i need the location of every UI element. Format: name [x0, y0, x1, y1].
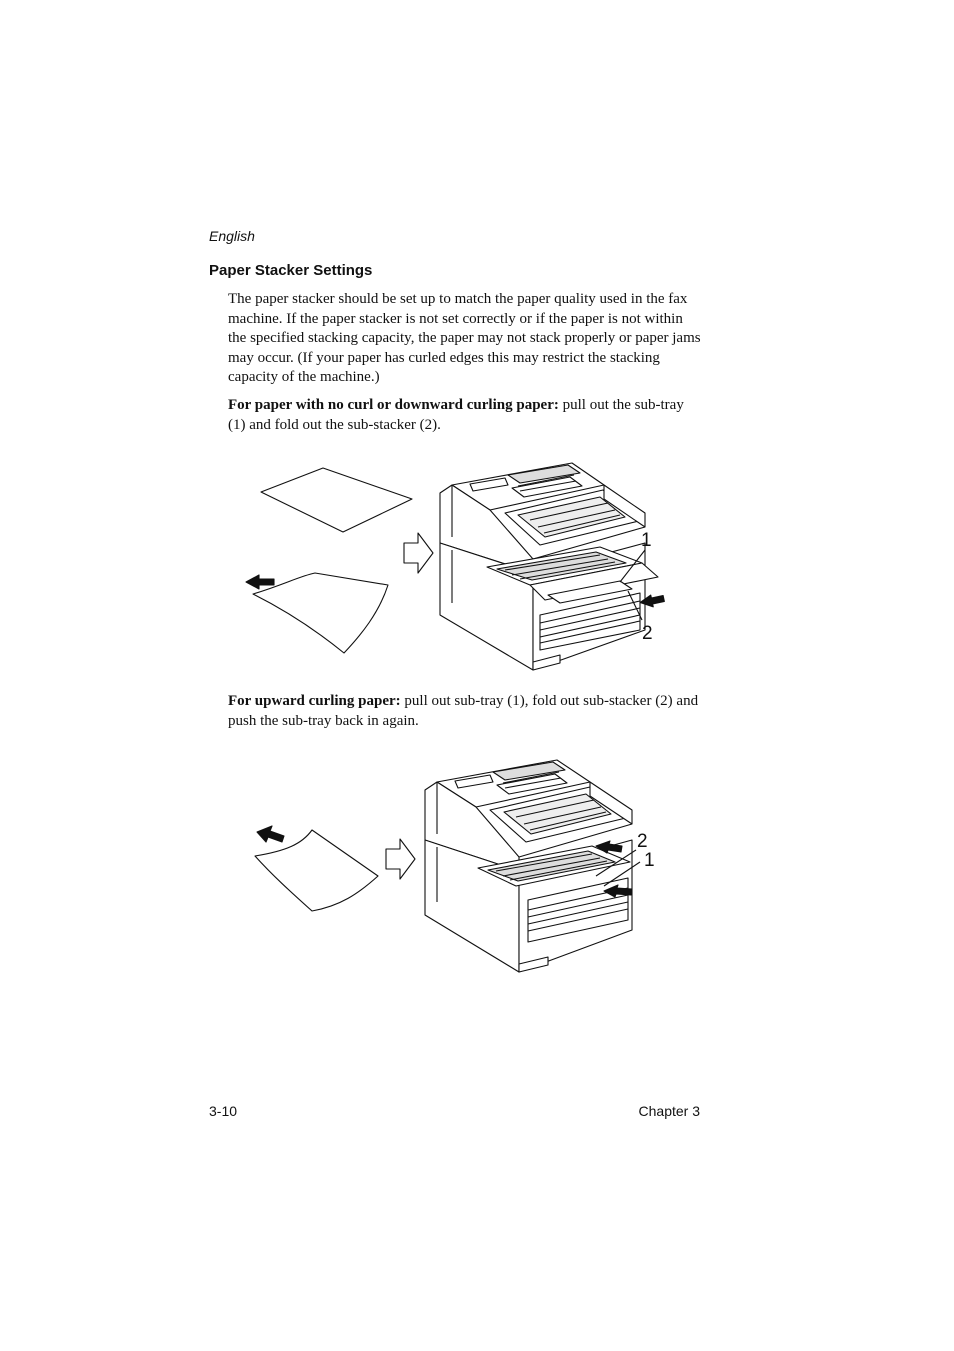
- figure-upward-curl-callout-1: 1: [644, 850, 655, 871]
- instruction-flat-paper: [228, 396, 704, 435]
- figure-upward-curl: [0, 750, 954, 985]
- figure-flat-paper-callout-2: 2: [642, 623, 653, 644]
- instruction-upward-curl: [228, 692, 704, 731]
- instruction-lead: For paper with no curl or downward curling paper:: [228, 397, 559, 413]
- instruction-text: pull out the sub-tray (1) and fold out the sub-stacker (2).: [228, 397, 684, 433]
- figure-upward-curl-drawing: [0, 750, 954, 985]
- figure-flat-paper-drawing: [0, 455, 954, 680]
- curl-arrow-icon: [257, 826, 284, 842]
- curl-arrow-icon: [246, 575, 274, 589]
- process-arrow-icon: [386, 839, 415, 879]
- flat-paper-sheet: [261, 468, 412, 532]
- process-arrow-icon: [404, 533, 433, 573]
- instruction-text: pull out sub-tray (1), fold out sub-stacker (2) and push the sub-tray back in again.: [228, 693, 699, 729]
- fax-machine-illustration: [425, 760, 640, 972]
- instruction-lead: For upward curling paper:: [228, 693, 401, 709]
- figure-upward-curl-callout-2: 2: [637, 831, 648, 852]
- figure-flat-paper-callout-1: 1: [641, 530, 652, 551]
- section-title: Paper Stacker Settings: [209, 262, 373, 279]
- fax-machine-illustration: [440, 463, 658, 670]
- chapter-label: Chapter 3: [638, 1103, 700, 1119]
- curled-paper-sheet: [255, 830, 378, 911]
- running-head: English: [209, 228, 255, 244]
- page-number: 3-10: [209, 1103, 238, 1119]
- intro-paragraph: The paper stacker should be set up to match the paper quality used in the fax machine. If the paper stacker is not set correctly or if the paper is not within the specified stacking capacity, the paper may not stack properly or paper jams may occur. (If your paper has curled edges this may restrict the stacking capacity of the machine.): [228, 291, 701, 385]
- figure-flat-paper: [0, 455, 954, 680]
